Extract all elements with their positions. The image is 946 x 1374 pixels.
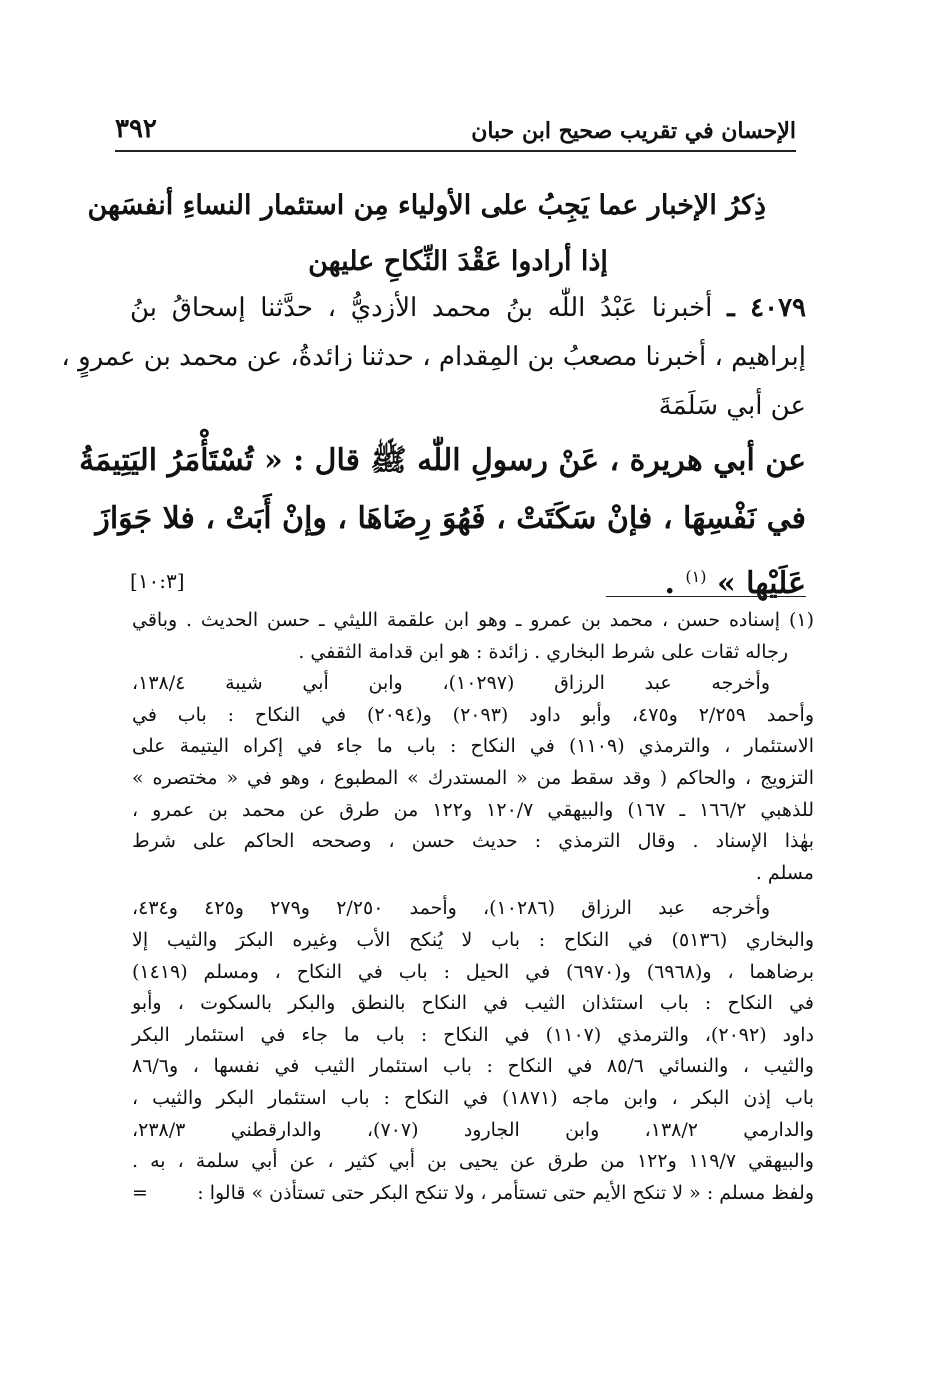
footnote-line: برضاهما ، و(٦٩٦٨) و(٦٩٧٠) في الحيل : باب في النكاح ، ومسلم (١٤١٩) (132, 960, 814, 983)
footnote-rule (606, 596, 806, 597)
matn-line: عَلَيْها » $^{(١)}$ . [١٠:٣] (130, 548, 806, 613)
isnad-line: عن أبي سَلَمَةَ (658, 391, 806, 421)
footnote-line: في النكاح : باب استئذان الثيب في النكاح بالنطق والبكر بالسكوت ، وأبو (132, 992, 814, 1015)
isnad-line: إبراهيم ، أخبرنا مصعبُ بن المِقدام ، حدثنا زائدةُ، عن محمد بن عمروٍ ، (61, 342, 806, 372)
footnote-marker[interactable]: (١) (685, 567, 707, 586)
footnote-line: التزويج ، والحاكم ( وقد سقط من « المستدرك » المطبوع ، وهو في « مختصره » (132, 766, 814, 789)
page-number: ٣٩٢ (115, 114, 157, 144)
matn-line: عن أبي هريرة ، عَنْ رسولِ اللّٰه ﷺ قال : « تُسْتَأْمَرُ اليَتِيمَةُ (79, 443, 806, 478)
chapter-heading (87, 178, 766, 290)
chapter-heading-line: ذِكرُ الإخبار عما يَجِبُ على الأولياء مِن استئمار النساءِ أنفسَهن (87, 190, 766, 221)
footnote-line: والبخاري (٥١٣٦) في النكاح : باب لا يُنكح الأب وغيره البكرَ والثيب إلا (132, 928, 815, 951)
footnotes (132, 605, 814, 1209)
footnote-line: مسلم . (755, 861, 814, 884)
footnote-line: بهٰذا الإسناد . وقال الترمذي : حديث حسن ، وصححه الحاكم على شرط (132, 830, 814, 853)
footnote-line: الاستئمار ، والترمذي (١١٠٩) في النكاح : باب ما جاء في إكراه اليتيمة على (132, 735, 814, 758)
footnote-line: رجاله ثقات على شرط البخاري . زائدة : هو ابن قدامة الثقفي . (298, 640, 788, 663)
footnote-line: والبيهقي ١١٩/٧ و١٢٢ من طرق عن يحيى بن أبي كثير ، عن أبي سلمة ، به . (132, 1150, 814, 1173)
continuation-mark: = (132, 1181, 148, 1204)
footnote-line: (١) إسناده حسن ، محمد بن عمرو ـ وهو ابن علقمة الليثي ـ حسن الحديث . وباقي (132, 609, 815, 631)
hadith-isnad (61, 284, 807, 431)
footnote-line: للذهبي ١٦٦/٢ ـ ١٦٧) والبيهقي ١٢٠/٧ و١٢٢ من طرق عن محمد بن عمرو ، (132, 798, 814, 821)
chapter-heading-line: إذا أرادوا عَقْدَ النِّكاحِ عليهن (308, 246, 608, 277)
footnote-line: والثيب ، والنسائي ٨٥/٦ في النكاح : باب استئمار الثيب في نفسها ، و٨٦/٦ (132, 1055, 814, 1078)
footnote-line: داود (٢٠٩٢)، والترمذي (١١٠٧) في النكاح : باب ما جاء في استئمار البكر (132, 1023, 815, 1046)
matn-line: في نَفْسِهَا ، فإنْ سَكَتَتْ ، فَهُوَ رِضَاهَا ، وإنْ أَبَتْ ، فلا جَوَازَ (95, 501, 806, 536)
footnote-line: ولفظ مسلم : « لا تنكح الأيم حتى تستأمر ، ولا تنكح البكر حتى تستأذن » قالوا : = (132, 1178, 814, 1210)
book-title: الإحسان في تقريب صحيح ابن حبان (471, 118, 796, 144)
footnote-label: (١) (788, 609, 815, 631)
footnote-line: وأخرجه عبد الرزاق (١٠٢٩٧)، وابن أبي شيبة ١٣٨/٤، (132, 672, 770, 695)
hadith-number: ٤٠٧٩ ـ (727, 293, 807, 323)
header-rule (115, 150, 796, 152)
reference-code: [١٠:٣] (130, 569, 185, 593)
running-header (115, 112, 796, 150)
footnote-line: والدارمي ١٣٨/٢، وابن الجارود (٧٠٧)، والدارقطني ٢٣٨/٣، (132, 1118, 814, 1141)
footnote-line: وأحمد ٢/٢٥٩ و٤٧٥، وأبو داود (٢٠٩٣) و(٢٠٩٤) في النكاح : باب في (132, 703, 814, 726)
hadith-matn (79, 432, 806, 613)
isnad-line: ٤٠٧٩ ـ أخبرنا عَبْدُ اللّٰه بنُ محمد الأزديُّ ، حدَّثنا إسحاقُ بنُ (130, 293, 807, 323)
footnote-line: باب إذن البكر ، وابن ماجه (١٨٧١) في النكاح : باب استئمار البكر والثيب ، (132, 1086, 814, 1109)
footnote-line: وأخرجه عبد الرزاق (١٠٢٨٦)، وأحمد ٢/٢٥٠ و٢٧٩ و٤٢٥ و٤٣٤، (132, 897, 771, 920)
